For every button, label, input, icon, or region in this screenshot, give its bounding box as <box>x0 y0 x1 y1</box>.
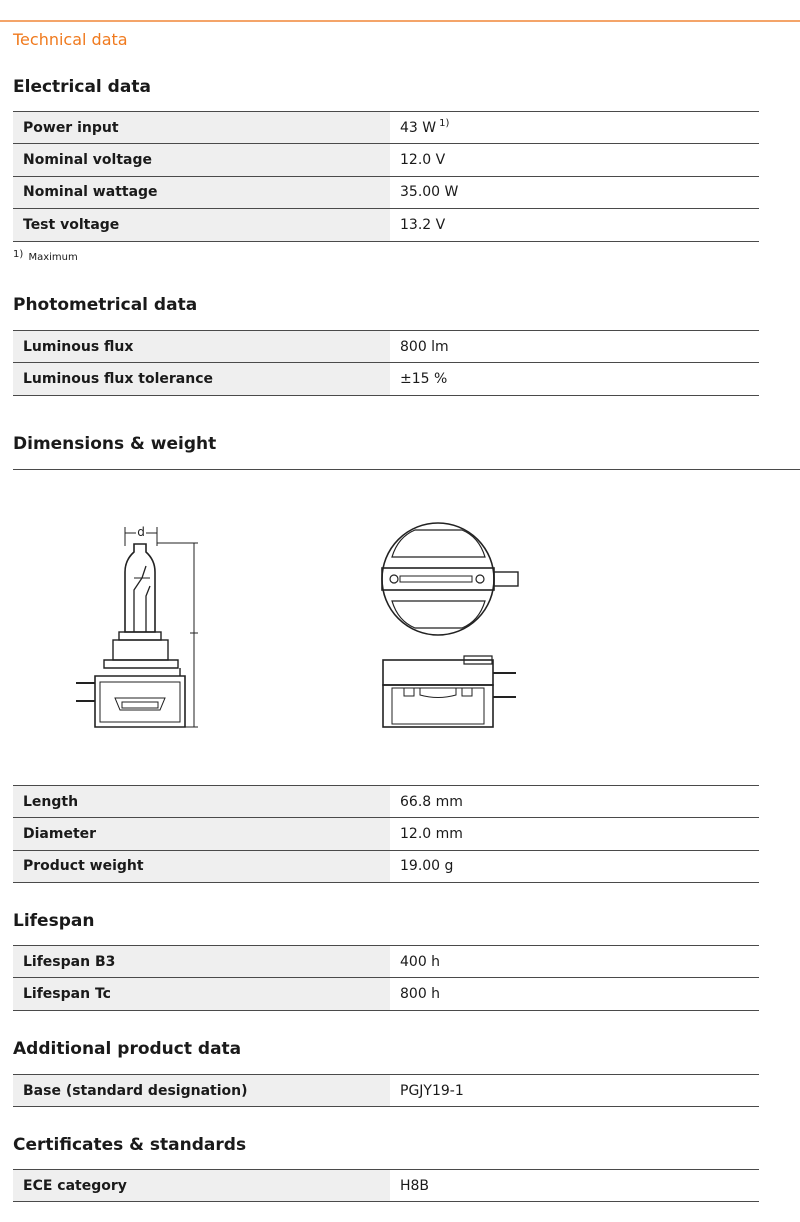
row-value: 19.00 g <box>394 851 759 882</box>
row-label: Lifespan B3 <box>13 946 390 977</box>
top-accent-rule <box>0 20 800 22</box>
table-certificates <box>13 1169 759 1202</box>
bulb-top-view <box>382 523 518 635</box>
page-title: Technical data <box>13 30 128 49</box>
row-label: Length <box>13 786 390 817</box>
table-row <box>13 112 759 144</box>
table-lifespan <box>13 945 759 1011</box>
row-label: Lifespan Tc <box>13 978 390 1009</box>
bulb-dimension-drawing <box>0 480 800 770</box>
row-label: Base (standard designation) <box>13 1075 390 1106</box>
row-value <box>394 112 759 143</box>
section-title-lifespan: Lifespan <box>13 911 95 931</box>
table-row <box>13 177 759 209</box>
row-value: 35.00 W <box>394 177 759 208</box>
section-title-additional: Additional product data <box>13 1039 242 1059</box>
table-row <box>13 363 759 395</box>
table-row <box>13 818 759 850</box>
row-value: 400 h <box>394 946 759 977</box>
bulb-base-view <box>383 656 516 727</box>
table-row <box>13 331 759 363</box>
table-row <box>13 209 759 241</box>
row-label: ECE category <box>13 1170 390 1201</box>
row-value: ±15 % <box>394 363 759 394</box>
row-value: 12.0 V <box>394 144 759 175</box>
table-row <box>13 786 759 818</box>
table-row <box>13 1075 759 1107</box>
footnote-text: Maximum <box>28 252 78 263</box>
section-title-photometrical: Photometrical data <box>13 295 198 315</box>
dimension-label-d: d <box>137 525 145 539</box>
row-value: 66.8 mm <box>394 786 759 817</box>
table-electrical <box>13 111 759 242</box>
table-row <box>13 978 759 1010</box>
row-value: 13.2 V <box>394 209 759 240</box>
table-row <box>13 144 759 176</box>
section-title-electrical: Electrical data <box>13 77 151 97</box>
row-label: Nominal wattage <box>13 177 390 208</box>
row-label: Power input <box>13 112 390 143</box>
footnote-mark: 1) <box>13 249 24 260</box>
table-row <box>13 946 759 978</box>
row-value-text: 43 W <box>400 119 437 136</box>
table-photometrical <box>13 330 759 396</box>
row-value: 800 h <box>394 978 759 1009</box>
row-value: 12.0 mm <box>394 818 759 849</box>
footnote <box>13 249 78 263</box>
table-row <box>13 851 759 883</box>
table-additional <box>13 1074 759 1107</box>
bulb-side-view <box>76 525 198 727</box>
row-value: H8B <box>394 1170 759 1201</box>
row-label: Nominal voltage <box>13 144 390 175</box>
section-divider <box>13 469 800 470</box>
row-value: PGJY19-1 <box>394 1075 759 1106</box>
section-title-dimensions: Dimensions & weight <box>13 434 217 454</box>
row-label: Diameter <box>13 818 390 849</box>
footnote-reference: 1) <box>439 118 450 130</box>
row-label: Luminous flux tolerance <box>13 363 390 394</box>
row-label: Luminous flux <box>13 331 390 362</box>
table-dimensions <box>13 785 759 883</box>
row-label: Product weight <box>13 851 390 882</box>
row-label: Test voltage <box>13 209 390 240</box>
table-row <box>13 1170 759 1202</box>
section-title-certificates: Certificates & standards <box>13 1135 247 1155</box>
row-value: 800 lm <box>394 331 759 362</box>
